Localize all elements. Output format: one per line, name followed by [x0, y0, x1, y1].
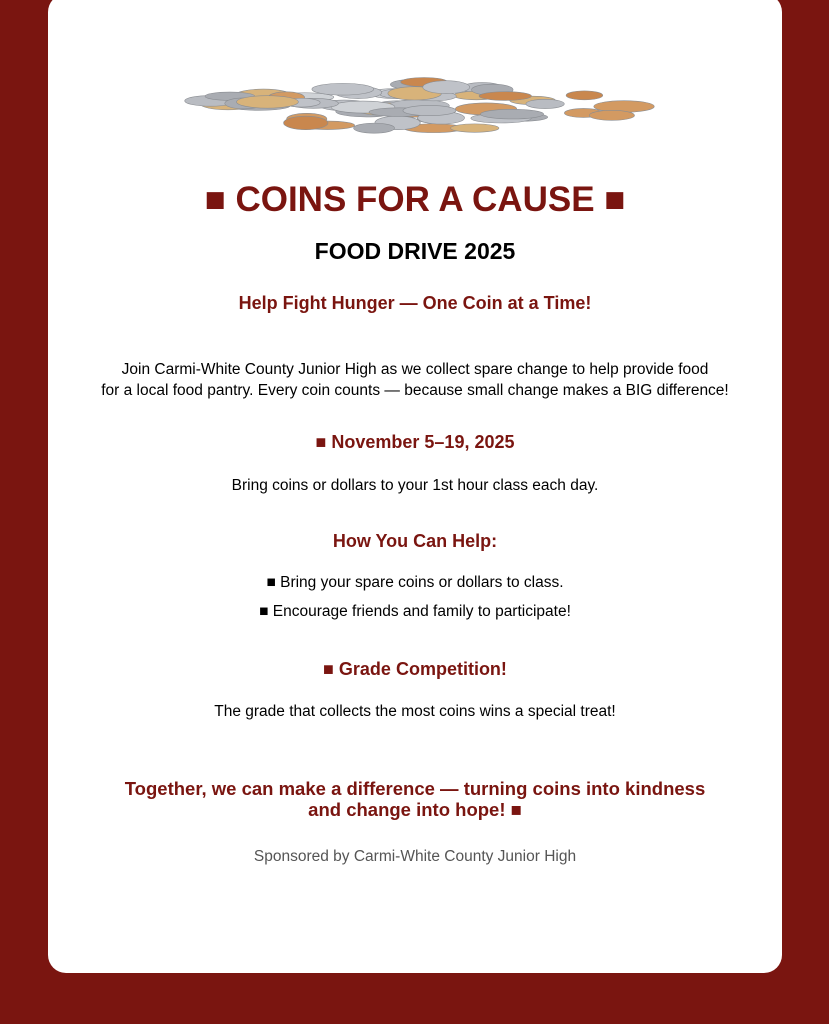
- coin: [237, 96, 299, 109]
- flyer-title: ■ COINS FOR A CAUSE ■: [204, 180, 626, 219]
- closing-line: Together, we can make a difference — turning coins into kindness: [124, 778, 706, 799]
- coin: [354, 123, 395, 133]
- intro-line: for a local food pantry. Every coin counts — because small change makes a BIG difference!: [101, 382, 729, 399]
- coin: [479, 92, 531, 101]
- coin: [312, 83, 374, 95]
- closing-message: [48, 778, 782, 820]
- tagline: Help Fight Hunger — One Coin at a Time!: [238, 293, 592, 313]
- coin: [526, 99, 564, 108]
- help-item: ■ Encourage friends and family to participate!: [259, 603, 571, 620]
- grade-text: The grade that collects the most coins wins a special treat!: [214, 703, 616, 720]
- coin: [284, 116, 329, 129]
- grade-heading: ■ Grade Competition!: [323, 659, 507, 679]
- coin: [403, 105, 456, 115]
- coin: [589, 110, 634, 120]
- coin-pile-image: [148, 68, 688, 148]
- coin: [566, 91, 603, 100]
- sponsor-text: Sponsored by Carmi-White County Junior High: [253, 848, 577, 865]
- flyer-subtitle: FOOD DRIVE 2025: [314, 238, 516, 264]
- coin: [451, 124, 499, 132]
- help-item: ■ Bring your spare coins or dollars to class.: [266, 574, 564, 591]
- closing-line: and change into hope! ■: [308, 799, 522, 820]
- bring-text: Bring coins or dollars to your 1st hour class each day.: [231, 477, 599, 494]
- help-heading: How You Can Help:: [332, 531, 498, 551]
- coin: [481, 109, 544, 119]
- intro-line: Join Carmi-White County Junior High as we collect spare change to help provide food: [121, 361, 709, 378]
- intro-paragraph: [48, 359, 782, 401]
- flyer-card: [48, 0, 782, 973]
- coin: [423, 81, 470, 94]
- date-heading: ■ November 5–19, 2025: [315, 432, 515, 452]
